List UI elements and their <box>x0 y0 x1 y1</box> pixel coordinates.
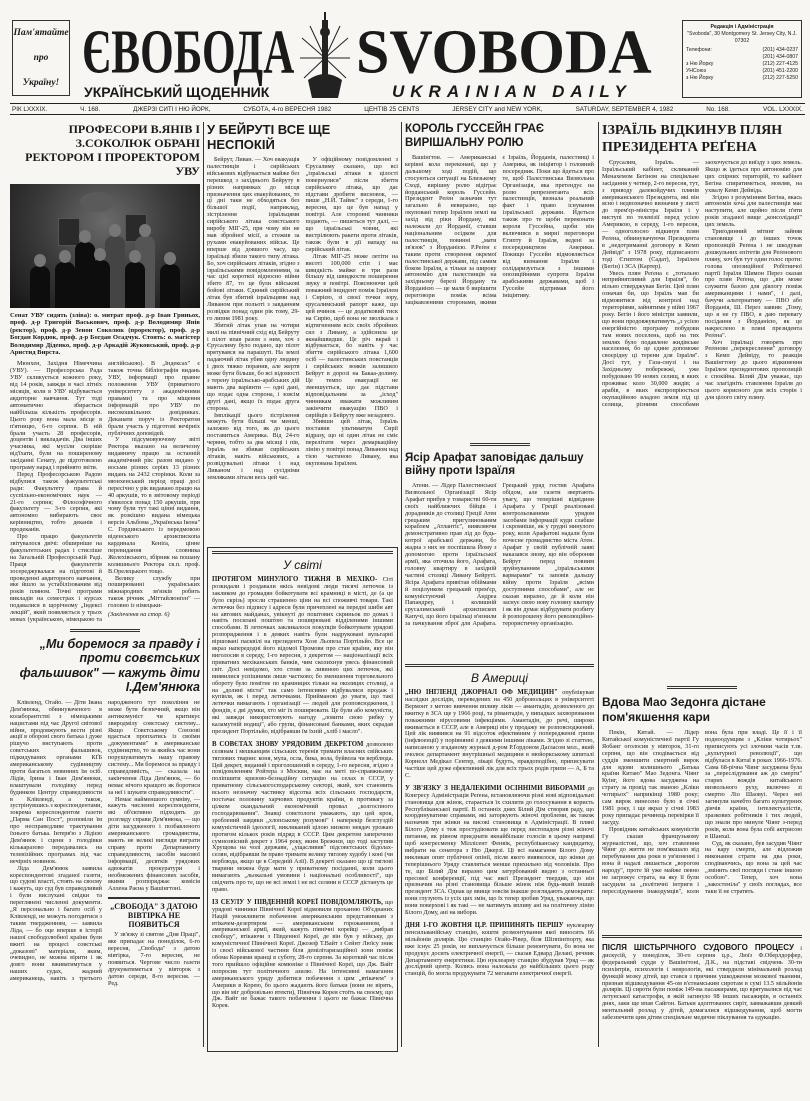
paragraph: Хоч ізраїльці говорять про Реґенове „перекреслення" договору з Кемп Дейвіду, то реакція Вашінгтону до цього відкинення Ізраїлем президентових пропозицій є спокійна. Білий Дім уважає, що час злагідніть ставлення Ізраїля до цього корисного для всіх сторін і для цілого світу пляну. <box>705 338 802 401</box>
notice-box <box>108 897 200 987</box>
divider <box>405 664 594 667</box>
dateline <box>10 103 805 115</box>
price: ЦЕНТІВ 25 CENTS <box>364 105 420 113</box>
article-arafat-body <box>405 483 594 659</box>
news-lead: „НЮ ІНГЛЕНД ДЖОРНАЛ ОФ МЕДИЦИН" <box>405 689 558 696</box>
america-news-list <box>405 690 594 978</box>
issue-number-latin: No. 168. <box>706 105 731 113</box>
masthead-title-latin: SVOBODA <box>356 16 652 87</box>
news-text: опублікував наслідки дослідів, переведених на 450 добровольцях в університеті Вермонт з метою вивчення впливу ліків — амантадін, дозволеного до вжитку в ЗСА ще у 1966 році, та рімантадін, у випадках захворювання поважними вірусовими інфекціями. Амантадін, до речі, широко вживається в СССР, але в Америці він у продажу не розповсюджений. Цей лік виявився на 91 відсоток ефективним у попередженні грипи (інфлюенції) у порівнянні з деякими іншими ліками. Згідно зі статтею, написаною у згаданому журналі д-ром Р.Ґордоном Даґласом мол., який очолює департамент внутрішньої медицини в нюйоркському шпиталі Корнелл Медікал Сентер, лікарі будуть, правдоподібно, приписувати частіше цей дуже ефективний лік для всіх трьох родів грипи — А, Б та С. <box>405 689 595 779</box>
contact-label: Телефони: <box>686 47 712 53</box>
photo-caption: Сенат УВУ сидять (зліва): о. митрат проф. д-р Іван Гриньох, проф. д-р Григорій Васькович, проф. д-р Володимир Янів (ректор), проф. д-р Зенон Соколюк (проректор), проф. д-р Богдан Кордюк, проф. д-р Богдан Осадчук. Стоять: о. магістер Володимир Діденко, проф. д-р Аркадій Жуковський, проф. д-р Аристид Вирста. <box>10 312 200 357</box>
column-rule <box>598 122 599 1047</box>
article-mao-body <box>602 730 802 930</box>
date-cyrillic: СУБОТА, 4-го ВЕРЕСНЯ 1982 <box>243 105 332 113</box>
masthead-subtitle-latin: UKRAINIAN DAILY <box>392 82 632 101</box>
article-headline: У БЕЙРУТІ ВСЕ ЩЕ НЕСПОКІЙ <box>207 122 331 152</box>
column-2 <box>207 122 398 1052</box>
article-headline: ІЗРАЇЛЬ ВІДКИНУВ ПЛЯН ПРЕЗИДЕНТА РЕҐЕНА <box>602 123 783 155</box>
paragraph: Велику службу при поширюванні українських міжнародних зв'язків робить також річник „Міттайлюнґен" — головно із німецьки- <box>108 574 200 610</box>
paragraph: Літак МІГ-25 може летіти на висоті 100,000 стіп і має швидкість майже в три рази більшу від швидкости поширення звуку в повітрі. Пояснюючи цей поважний інцидент поміж Ізраїлем і Сирією, зі своєї точки зору, єрусалимський рапорт каже, що цей вчинок — це додатковий тиск на Сирію, щоб вона не зволікала з відтягненням всіх своїх збройних сил з Ливану, а здійснила це якнайшвидше. Це річ вкрай і відбувається, бо навіть у час збиття сирійського літака 1,600 осіб — палестинських повстанців і сирійських вояків залишило Бейрут в дорозі на Бакаа-долину. Це темпо евакуації не зменшується, що дає підстави відповідальним за „ісход" чинникам вважати можливим закінчити евакуацію ПВО і сирійців з Бейруту вже незадовго. <box>305 252 398 419</box>
article-demjanjuk-body <box>10 700 200 988</box>
contact-box <box>682 20 802 98</box>
contact-address: "Svoboda", 30 Montgomery St. Jersey City, N.J. 07302 <box>687 31 797 44</box>
year-volume: РІК LXXXIX. <box>12 105 48 113</box>
paragraph: Клівленд, Огайо. — Діти Івана Дем'янюка, обвинуваченого в колаборантстві з німецькими нацистами під час Другої світової війни, продовжують вести різні акції в обороні свого батька і дуже рішучо виступають проти совєтських фальшивок, підкидуваних органами КҐБ американському судівництву проти багатьох невинних їм осіб. Лідія, Ірина і Іван Дем'янюки, влаштували голодівку перед будинком Центру справедливости в Клівленді, а також, зустрінувшись з кореспондентами, зокрема кореспондентом газети „Парма Сан Пост", розповіли їм про несправедливе трактування їхнього батька. Інтерв'ю з Лідією Дем'янюк і сцени з голодівки кількаразово передавались на телевізійних програмах під час вечірніх новинок. <box>10 698 103 865</box>
paragraph: У офіційному повідомленні з Єрусалиму сказано, що всі „ізраїльські літаки в цілості повернулися" після збиття сирійського літака, що дає підстави зробити висновок, — пише „Н.Й. Таймс" з середи, 1-го вересня, що це був напад у повітрі. Але сторонні чинники подають, — пишеться тут далі, — що ізраїльські човни, які вистрілюють ракети проти літаків, також були в дії нападу на сирійський літак. <box>305 156 398 253</box>
news-lead: ДНЯ 1-ГО ЖОВТНЯ Ц.Р. ПРИПИНЯТЬ ПЕРШУ <box>405 922 564 929</box>
news-lead: ІЗ СЕУЛУ У ПІВДЕННІЙ КОРЕЇ ПОВІДОМЛЯЮТЬ, <box>212 898 383 906</box>
paragraph: Мюнхен, Західня Німеччина (УВУ). — Професорська Рада УВУ скликується кожного року, від 14 років, завжди в часі літніх місяців, коли в УВУ відбувається авдиторне навчання. Тут тоді автоматично збирається найбільша кількість професорів. Цього року вона мала місце в п'ятницю, 6-го серпня. В ній брали участь 28 професорів, доцентів і викладачів. Два інших учасника, які мусіли скоріше від'їхати, були на поширеному засіданні Сенату, де підготовлено програму нарад і прийнято звіти. <box>10 360 102 472</box>
news-roundup-box <box>207 547 398 1052</box>
news-lead: ПРОТЯГОМ МИНУЛОГО ТИЖНЯ В МЕХІКО- <box>212 576 378 583</box>
news-item <box>212 900 393 1011</box>
place-latin: JERSEY CITY and NEW YORK, <box>452 105 543 113</box>
paragraph: Згідно з розумінням Бегіна, якась автономія хоча для палестинців має наступити, але щойно після п'яти років згаданої вище „консолідації" цих земель. <box>705 193 802 229</box>
news-item <box>405 690 594 780</box>
senate-photo <box>10 184 200 308</box>
news-item <box>212 742 393 894</box>
news-text: Сіті розкидали і роздавали якісь невідомі люди тисячі летючок із закликом до громадян бойкотувати всі крамниці в місті, де (а це було скрізь) зросли страшенно ціни на всі споживчі товари. Такі летючки без підпису і адреси були причеплені на передні шиби авт на автових майданах, увікнуті до поштових скриньок по домах і навіть посилані поштою та поширювані відділеними іншими способами. В летючках закликалося покупців бойкотувати урядові розпорядження і в деяких навіть були надруковані вульгарні віршовані пасквілі на президента Хозе Льопеза Портільйо. Все це якраз напередодні його відомої Промови про стан країни, яку він виголосив в середу, 1-го вересня, з декретом — націоналізації всіх приватних мехіканських банків, чим сколихнув увесь фінансовий світ. Досі невідомо, хто стояв за ливиною цих летючок, які виявилися успішними лише частково; бо зменшення торговельного обороту було помітне по крамницях тільки на околицях столиці, а на „долині міста" так само інтенсивно відбувалися продаж і купівля, як і перед летючками. Прийманою до уваги, що такі летючки вимагають і організації — людей для розповсюдження, і фондів, є дві думки, хто міг їх поширювати. Це були або комуністи, які завжди використовують нагоду „ловити свою рибку у каламутній водиці", або групи, фінансовані банками, яких скрадав президент Портільйо, відібравши їм їхній „хліб і масло". <box>212 576 393 735</box>
divider <box>70 629 140 632</box>
volume-latin: VOL. LXXXIX. <box>763 105 803 113</box>
news-lead: У ЗВ'ЯЗКУ З НЕДАЛЕКИМИ ОСІННІМИ ВИБОРАМИ <box>405 784 585 792</box>
notice-body: У зв'язку зі святом „Дня Праці", яке припадає на понеділок, 6-го вересня, „Свобода" з датою вівтірка, 7-го вересня, не появиться. Чергове число газети друкуватиметься у вівторок з датою середи, 8-го вересня. — Ред. <box>108 931 200 987</box>
contact-heading: Редакція і Адміністрація <box>710 24 774 30</box>
news-item <box>405 786 594 917</box>
paragraph: Атени. — Лідер Палестинської Визвольної Організації Ясір Арафат прибув у товаристві 60-ти своїх найближчих бійців і дорадників до столиці Греції Атен грецьким пригулинованим кораблем „Атлантіс", виявляючи демонстративно прав лід до будь-котрої арабської держави, бо жадна з них не поспішила Йому з допомогою проти ізраїльської армії, яка оточила його, Арафата, головну квартиру в західній частині столиці Ливану Бейруті. Ясіра Арафата привітав обіймами й поцілунком грецький прем'єр, комуністуючий Андреа Папандреу, і колишній єрусалимський архиєпископ Капучі, що його ізраїльці в'язнили за пачкування зброї для Арафата. Грецький уряд гостив Арафата обідом, але газети звертають увагу, що теперішні відвідини Арафата у Греції реалізовані контрольованими урядом засобами інформації куди слабше і скромніше, як у грудні минулого року, коли Арафатові надали були почесне громадянство міста Атен. Арафат у своїй публічній заяві наказався знову, що він обороняв Бейрут перед повним зруйнуванням „ізраїльськими варварами" та заповів дальшу війну проти Ізраїля „всіми доступними способами", але не сказав виразно, де й коли він заснує свою нову головну кватиру і як він думає відбудувати розбиту й розпорошену його революційно-терористичну організацію. <box>405 482 594 628</box>
news-text: нуклеарну пенсильванійську станцію, кошти розмонтування якої виносить 66 мільйонів долярів. Цю станцію Оґайо-Рівер, біля Шіппінґпорту, яка вже існує 25 років, не виплачується більше ремонтувати, бо вона не продукує досить електричної енергії, — сказав Едвард Делані, речник Департаменту енергетики. Цю нуклеарну станцію збудував Уряд — як дослідний центр. Колись вона належала до найбільших цього роду станцій, бо могла продукувати 72 мегавати електричної енергії. <box>405 922 595 978</box>
motto-line: Пам'ятайте <box>13 28 69 39</box>
paragraph: Перед Професорською Радою відбулися також факультетські ради: Факультету права й суспільно-економічних наук — 21-го серпня; Філософічного факультету — 3-го серпня, які автономно вибирають своє керівництво, тобто деканів і продеканів. <box>10 470 102 534</box>
motto-line: Україну! <box>22 77 60 88</box>
article-trial <box>602 943 802 1022</box>
paragraph: Суд, як сказано, був засудив Чіянг на кару смерти, але відложив виконання страти на два роки, сподіваючись, що вона за цей час „змінить свої погляди і стане іншою особою". Тепер, хоч вона „закостеніла" у своїх поглядах, все таки її не стратять. <box>705 839 802 895</box>
article-body <box>10 361 200 623</box>
divider <box>667 686 737 689</box>
article-beirut-body <box>207 157 398 541</box>
divider <box>470 443 530 446</box>
liberty-emblem-icon <box>300 8 350 100</box>
article-hussein-body <box>405 155 594 437</box>
paragraph: Увесь плян Реґена є „тотально неприйнятливий для Ізраїля", бо вільно стверджував Бегін. Цей плян означав би, що Ізраїль мав би відмовитися від контролі над територіями, зайнятими у війні 1967 року. Бегін і його міністри заявили, що вони продовжуватимуть „з усією енергійністю програму побудови там нових поселень, щоб на тих землях було подавлене жидівське населення, бо це єдине допоможе своєрідну ці терени для Ізраїля". Досі тут, у Газа-смузі і на Західньому побережжі, уже побудовано 99 нових селищ, в яких проживає коло 30,000 жидів; а арабів, в яких експропріюється окупаційною владою земля під ці селища, різними способами заохочується до виїзду з цих земель. Якщо ж ідеться про автономію для цих спірних територій, то кабінет Бегіна спиратиметься, мовляв, на ухвалу Кемп Дейвіда. <box>602 159 802 408</box>
contact-phone: (212) 227-4125 <box>762 61 798 67</box>
paragraph: Немає найменшого сумніву, — кажуть численні кореспонденти, які об'єктивно підходять до розгляду справи Дем'янюка, — що діти засудженого і позбавленого американського громадянства, мають не великі вигляди виграти справу проти Департаменту справедливости, засобів масової інформації, десятків урядових адвокатів прокуратури і необмежених фінансових засобів, якими розпоряджає комісія Аллена Раєна у Вашінгтоні. <box>108 795 200 893</box>
world-news-list <box>212 577 393 1010</box>
place-cyrillic: ДЖЕРЗІ СИТІ І НЮ ЙОРК, <box>133 105 211 113</box>
article-headline: Ясір Арафат заповідає дальшу війну проти Ізраїля <box>405 452 584 477</box>
article-headline: ПРОФЕСОРИ В.ЯНІВ І З.СОКОЛЮК ОБРАНІ РЕКТОРОМ І ПРОРЕКТОРОМ УВУ <box>25 122 200 178</box>
date-latin: SATURDAY, SEPTEMBER 4, 1982 <box>575 105 674 113</box>
paragraph: Пекін, Китай. — Лідер Китайської комуністичної партії Гу Яобанг оголосив у вівторок, 31-го серпня, що він сподівається від суддів зменшити смертний вирок для вдови колишнього „Батька країни Китаю" Мао Зедонга. Чіянг Куінг, його вдова засуджена на страту за провід так званою „Кліки чотирьох" наприкінці 1980 року; сам вирок винесено було в січні 1981 року, і ще якраз у січні 1983 року припадає речинець перевірки її засуду. <box>602 729 699 826</box>
motto-box <box>12 20 70 96</box>
section-world: У світі <box>283 558 322 572</box>
divider <box>602 935 802 938</box>
issue-number: Ч. 168. <box>80 105 101 113</box>
column-rule <box>203 122 204 1047</box>
column-3 <box>405 122 594 984</box>
paragraph: Імплікації цього зістрілення можуть бути більші чи менші, залежно від того, як до цього поставиться Америка. Від 24-го червня, тобто за два місяці і пів, Ізраїль не збивав сирійських літаків, навіть військових, а розвідувальні літаки і над Ливаном і над сусідніми земляками літали весь цей час. <box>207 411 300 481</box>
paragraph: Вашінґтон. — Американські керівні кола переконані, що у дальшому ході подій, що стосуються ситуації на Близькому Сході, вирішну ролю відіграє йорданський король Гуссейн. Президент Реґен зазначив тут загально й невиразно, що окуповані тепер Ізраїлем землі на захід від ріки Йордану, які належали до Йорданії, ставши національним осідком для палестинців, повинні „мати зв'язок" з Йорданією. Р.Реґен є таким проти створення окремої палестинської держави, під самим боком Ізраїля, а тільки за широку автономію для палестинців на західньому березі Йордану та Йорданією — це мали б вирішити переговори поміж всіма зацікавленими сторонами, якими є Ізраїль, Йорданія, палестинці і Америка, як ініціятор і головний посередник. Поки що йдеться про те, щоб Палестинська Визвольна Організація, яка претендує на ролю репрезентанта всіх палестинців, визнала реальний факт і право існування ізраїльської держави. Йдеться також про те щоби переконати короля Гуссейна, щоби він включився в мирні переговори Єгипту й Ізраїля, ведені за посередництвом Америки. Покищо Гуссейн відмовляється від визнання Ізраїля і солідаризується з іншими опозиційними супроти Ізраїля арабськими державами, щоб і Гуссейн підтримав його ініціятиву. <box>405 154 594 307</box>
continued-note: (Закінчення на стор. 6) <box>108 611 170 619</box>
column-4 <box>602 122 802 1022</box>
trial-text: і дискусій, у понеділок, 30-го серпня ц.р., Люїз Ф.Оберлдорфер, федеральний суддя у Вашінґтоні, Д.К., на підставі свідчень 30-ти психіятрів, психологів і неврологів, які ствердили мінімальний розлад функцій мозку дітей, що стався з причини ушкодження мозкової тканини, признав відшкодування 45-ом в'єтнамським сиротам в сумі 13.5 мільйонів долярів. Ці сироти були поміж 149-ма пасажирами, що врятувалися під час летунської катастрофи, в якій загинуло 98 інших пасажирів, в останніх днях, заки ще впав Сайгон. Батьки адоптованих сиріт, завважавши деякий ментальний розлад у дітей, домагалися відшкодування, щоб могти забезпечити цим дітям спеціяльне медичне піклування та едукацію. <box>602 945 802 1022</box>
article-headline: Вдова Мао Зедонга дістане пом'якшення кари <box>602 695 766 724</box>
paragraph: У підсумовуючому звіті Ректора вказано на величезну видавничу працю за останній академічний рік: разом видано у восьми різних серіях 13 різних видань на 2432 сторінки. Коли за мюнхенський період праці досі пересічно у рік видавано працю на 40 аркушів, то в звітовому періоді з'явилося понад 150 аркушів, при чому були тут такі цінні видання, як розкішно видана німецька версія Альбома „Українська Ікона" С. Гординського із передмовою віденського архиєпископа кардинала Кеніґа, цінне перевидання словника Желехівського, збірник на пошану колишнього Ректора св.п. проф. В.Орелецького тощо. <box>108 436 200 575</box>
news-text: до Конгресу Адміністрація Реґена, встановлюючи різні нові відповідальні становища для жінок, старається їх схилити до голосування в користь Республіканської партії. В останніх днях Білий Дім створив раду, що координуватиме справами, які заторкують жіночі проблеми, як також назначив три жінки на високі становища в Адміністрації. В пляні Білого Дому є теж простудіювати ще перед листопадом різні жіночі питання, як рівном приєднати якнайбільше голосів в цьому напрямі щоб конгресменку Міллісент Фенвік, республіканську кандидатку, вибрати на сенатора з Ню Джерзі. Ці всі намагання Білого Дому викликав опит публічної опінії, після якого виявилося, що жінки до теперішнього Уряду ставляться менше прихильно від чоловіків. Про те, що Білий Дім виразно цим затурбований видно з останньої пресової конференції, під час якої Президент твердив, що він призначив на різні становища більше жінок ніж будь-який інший президент ЗСА. Однак це явище зовсім інакше розглядають демократи: вони глузують із усіх цих змін, що їх тепер зробив Уряд, уважаючи, що вони поверхові і як такі — не матимуть впливу ані на політичну лінію Білого Дому, ані на вибори. <box>405 784 595 917</box>
contact-phone: (212) 227-5250 <box>762 75 798 81</box>
contact-phone: (201) 451-2200 <box>762 68 798 74</box>
paragraph: Провідник китайських комуністів Гу сказав французькому журналістові, що, хоч ставлення Чіянг до життя не пом'якшало від перебування два роки в ув'язненні і вона й надалі лишається „ворогом народу", проте їй уже майже певно не загрожує страта, на яку її були засудили за „політичні інтриги і переслідування інакодумців", коли вона була при владі. Це її і її подноодумцям з „Кліки чотирьох" приписують усі злочини часів т.зв. „культурної революції", що відбулася в Китаї в роках 1966-1976. Сама 68-річна Чіянг засуджена була за „переслідування аж до смерти" старих вождів китайського визвольного руху, включно зі смертю Ліо Шаовуі. Через неї загинули начебто багато культурних діячів країни, інтелектуалістів, зразкових робітників і тих людей, що знали про минуле Чіянг з-перед років, коли вона була собі актрисою в Шанхаї. <box>602 729 802 895</box>
column-rule <box>401 122 402 1047</box>
column-1 <box>10 122 200 988</box>
notice-headline: „СВОБОДА" З ДАТОЮ ВІВТІРКА НЕ ПОЯВИТЬСЯ <box>110 902 198 930</box>
news-text: дозволено селянам і мешканцям сільських теренів тримати власних свійських тяглових тварин: коня, мула, осла, бика, вола, буйвола чи верблюда. Цей декрет, виданий і проголошений в середу, 1-го вересня, згідно з повідомленням Ройтера з Москви, має на меті по-справжньому поліпшити кризово-безнадійну ситуацію на селах в СССР, у приватному сільськогосподарському секторі, який, хоч становить всього незначну частинку відсотка всіх сільських господарств, постачає половину харчових продуктів країни, в противагу за цілком скандальний економічний провал „колгоспного господарювання". Знавці совєтологи уважають, що цей крок, зроблений завдяки „хлопському розумові" і наперекір безглуздій комуністичній ідеології, викликаний цілою низкою невдач урожаю протягом кількох років підряд в СССР. Цим декретом заперечено сумнозвісний декрет з 1964 року, яким Брежнєв, що тоді заступив Хрущова на чолі держави, „ущасливив" підсовєтських бідолах-селян, відібравши їм право тримати велику тяглову худобу і коні (чи верблюда, якщо це в Середній Азії). В декреті сказано що ці тяглові тварини можна буде мати у приватному посіданні, коли цього вимагають „льокальні умовини і національні особливості", що свідчить про те, що не всі землі і не всі селяни в СССР дістануть це право. <box>212 740 393 893</box>
news-lead: В СОВЄТАХ ЗНОВУ УРЯДОВИМ ДЕКРЕТОМ <box>212 740 364 748</box>
article-headline: КОРОЛЬ ГУССЕЙН ГРАЄ ВИРІШАЛЬНУ РОЛЮ <box>405 123 545 149</box>
paragraph: Єрусалим, Ізраїль. — Ізраїльський кабінет, скликаний Менахемом Бегіном на спеціяльне засідання у четвер, 2-го вересня, тут, з приводу далекойдучих плянів американського Президента, які він ясно і недвозначно визначив у листі до прем'єр-міністра Ізраїля і у виступі по телевізії перед усією Америкою, в середу, 1-го вересня, — одноголосно відкинув плян Реґена, обвинувачуючи Президента в „недотриманні договору в Кемп Дейвіді" з 1978 року, підписаного тоді Єгиптом (Садат), Ізраїлем (Бегін) і ЗСА (Картер). <box>602 159 699 270</box>
article-israel-body <box>602 160 802 680</box>
contact-phone: (201) 434-0237 <box>762 47 798 53</box>
motto-line: про <box>33 52 49 63</box>
article-headline: „Ми боремося за правду і проти совєтських фальшивок" — кажуть діти І.Дем'янюка <box>19 636 200 695</box>
contact-label: з Ню Йорку <box>686 75 714 81</box>
trial-lead: ПІСЛЯ ШІСТЬРІЧНОГО СУДОВОГО ПРОЦЕСУ <box>602 943 794 952</box>
divider <box>212 551 393 554</box>
section-america: В Америці <box>470 671 529 685</box>
masthead-subtitle-cyrillic: УКРАЇНСЬКИЙ ЩОДЕННИК <box>84 84 270 100</box>
news-item <box>212 577 393 736</box>
contact-label: з Ню Йорку <box>686 61 714 67</box>
paragraph: Триґодинний мітинг зайняв становище і до інших точок пропозицій Реґена і не шкодував дошкульних епітетів для Реґенового пляну, хоч був тут один голос проти: голова опозиційної Робітничої партії Ізраїля Шимон Перез сказав про плян Реґена, що „він може служити базою для діялогу поміж американцями і нами", і далі, бачучи альтернативу — ПВО або Йорданія, Ш. Перез заявив: „Тому, що я не гу ПВО, я даю перевагу посідання з Йорданією, як це накреслено в пляні президента Реґена". <box>705 228 802 339</box>
paragraph: Ліда Дем'янюк заявила кореспондентові згаданої газети, що судові власті, стоять на своєму і кажуть, що суд був справедливий і були вислухані свідки та переглянені численні документи. „Я персонально і багато осіб у Клівленді, не можуть погодитися з таким твердженням, — заявила Ліда, — бо оце вперше в історії нашої свободолюбної країни були вжиті на процесі совєтські „доказові" матеріали, яким, очевидно, не можна вірити і як довго вони вживатимуться у наших судах, жадний американець, навіть з третього народженого тут покоління не може бути безпечний, якщо він антикомуніст чи критикує звиродмілу совєтську систему... Якщо Совєтському Союзові вдасться пропхатись із своїми „документами" в американське судівництво, то за якийсь час вони порушуватимуть нашу правову систему... Ми боремося за правду і справедливість, — сказала на закінчення Ліда Дем'янюк, — бо немає нічого кращого як боротися за неї і шукати справедливости". <box>10 698 200 983</box>
paragraph: Збивши цей літак, Ізраїль поставив ультиматум Сирії відразу, що ні один літак не сміє перелітати через демаркаційну лінію у повітрі понад Ливаном над тією частиною Ливану, яка окупована Ізраїлем. <box>305 418 398 467</box>
masthead-title-cyrillic: ЄВОБОДА <box>82 16 295 87</box>
news-text: що урядові чинники Північної Кореї відмовили проханню Об'єднаних Націй уможливити побачення американським представникам з втікачем-дезертиром — американським горожанином, з американської армії, який, кажуть північні корейці — „вибрав свободу", втікаючи з Південної Кореї, де він був у війську, до комуністичної Північної Кореї. Джозеф Т.Вайт з Сейнт Люїсу зник із своєї військової частини біля демілітаризаційної зони поміж обома Кореями вранці в суботу, 28-го серпня. За короткий час після того прийшло офіційне комюніке з Північної Кореї, що Дж. Вайт попросив тут політичного азилю. На інтенсивні намагання американського уряду добитися побачення з цим „втікачем" з Америки в Корею, бо цього жадають його батьки (вони не вірять, що він міг добровільно втекти), Північна Корея стоїть на своєму, що Дж. Вайт не бажає такого побачення і цього не бажає Північна Корея. <box>212 898 393 1010</box>
paragraph: Збитий літак упав на чотири милі на північний схід від Бейруту і пілот впав разом з ним, хоч з Єрусалиму було подано, що пілот врятувався на парашуті. На землі падаючий літак убив одну людину і двох тяжко поранив, але жертв може бути більше, бо всі відомості з терену ізраїльсько-арабських дій мають два варіянти — одні дані, що подає одна сторона, і зовсім другі дані, якщо їх подає друга сторона. <box>207 321 300 412</box>
paragraph: Бейрут, Ливан. — Хоч евакуація палестинців і сирійських військових відбувається майже без перешкод з західнього Бейруту в різних напрямках до місця призначення цих евакуйованих, то ці дні таки не обходяться без більшої події, наприклад, зістрілення ізраїльцями сирійського літака совєтського виробу МІГ-25, при чому він не мав збройної місії, а стежив за рухами евакуйованих військ. Це вперше від довшого часу, що ізраїльці збили такого типу літака. Бо, хоч сирійських літаків, згідно з ізраїльськими повідомленнями, за час цієї короткої відносно війни збито 87, то це були військові бойові літаки. Єдиний сирійський літак був збитий ізраїльцями над Ливаном при польоті з завданням розвідки понад один рік тому, 29-го липня 1981 року. <box>207 156 300 322</box>
paragraph: Про працю факультетів звітувалося двічі: обширніше на факультетських радах і стисліше на Загальній Професорській Раді. Праця факультетів зосереджувалася на підготові й проведенні авдиторного навчання, яке йшло за устабілізованим від років пляном. Точні програми викладів на семестрах і курсах подавалися в щорічному „Індексі лекцій", який появляється у трьох мовах (українською, німецькою та англійською). В „Індексах" є також точна бібліографія видань УВУ, інформації про правне положення УВУ (приватного університету з академічними правами) та про міщення інформацій про УВУ по високошкільних довідниках. Деканати поруч із Ректоратом брали участь у підготові вечірніх публічних доповідей. <box>10 360 200 623</box>
contact-phone: (201) 434-0807 <box>762 54 798 60</box>
contact-label: УНСоюз <box>686 68 706 74</box>
news-item <box>405 923 594 978</box>
